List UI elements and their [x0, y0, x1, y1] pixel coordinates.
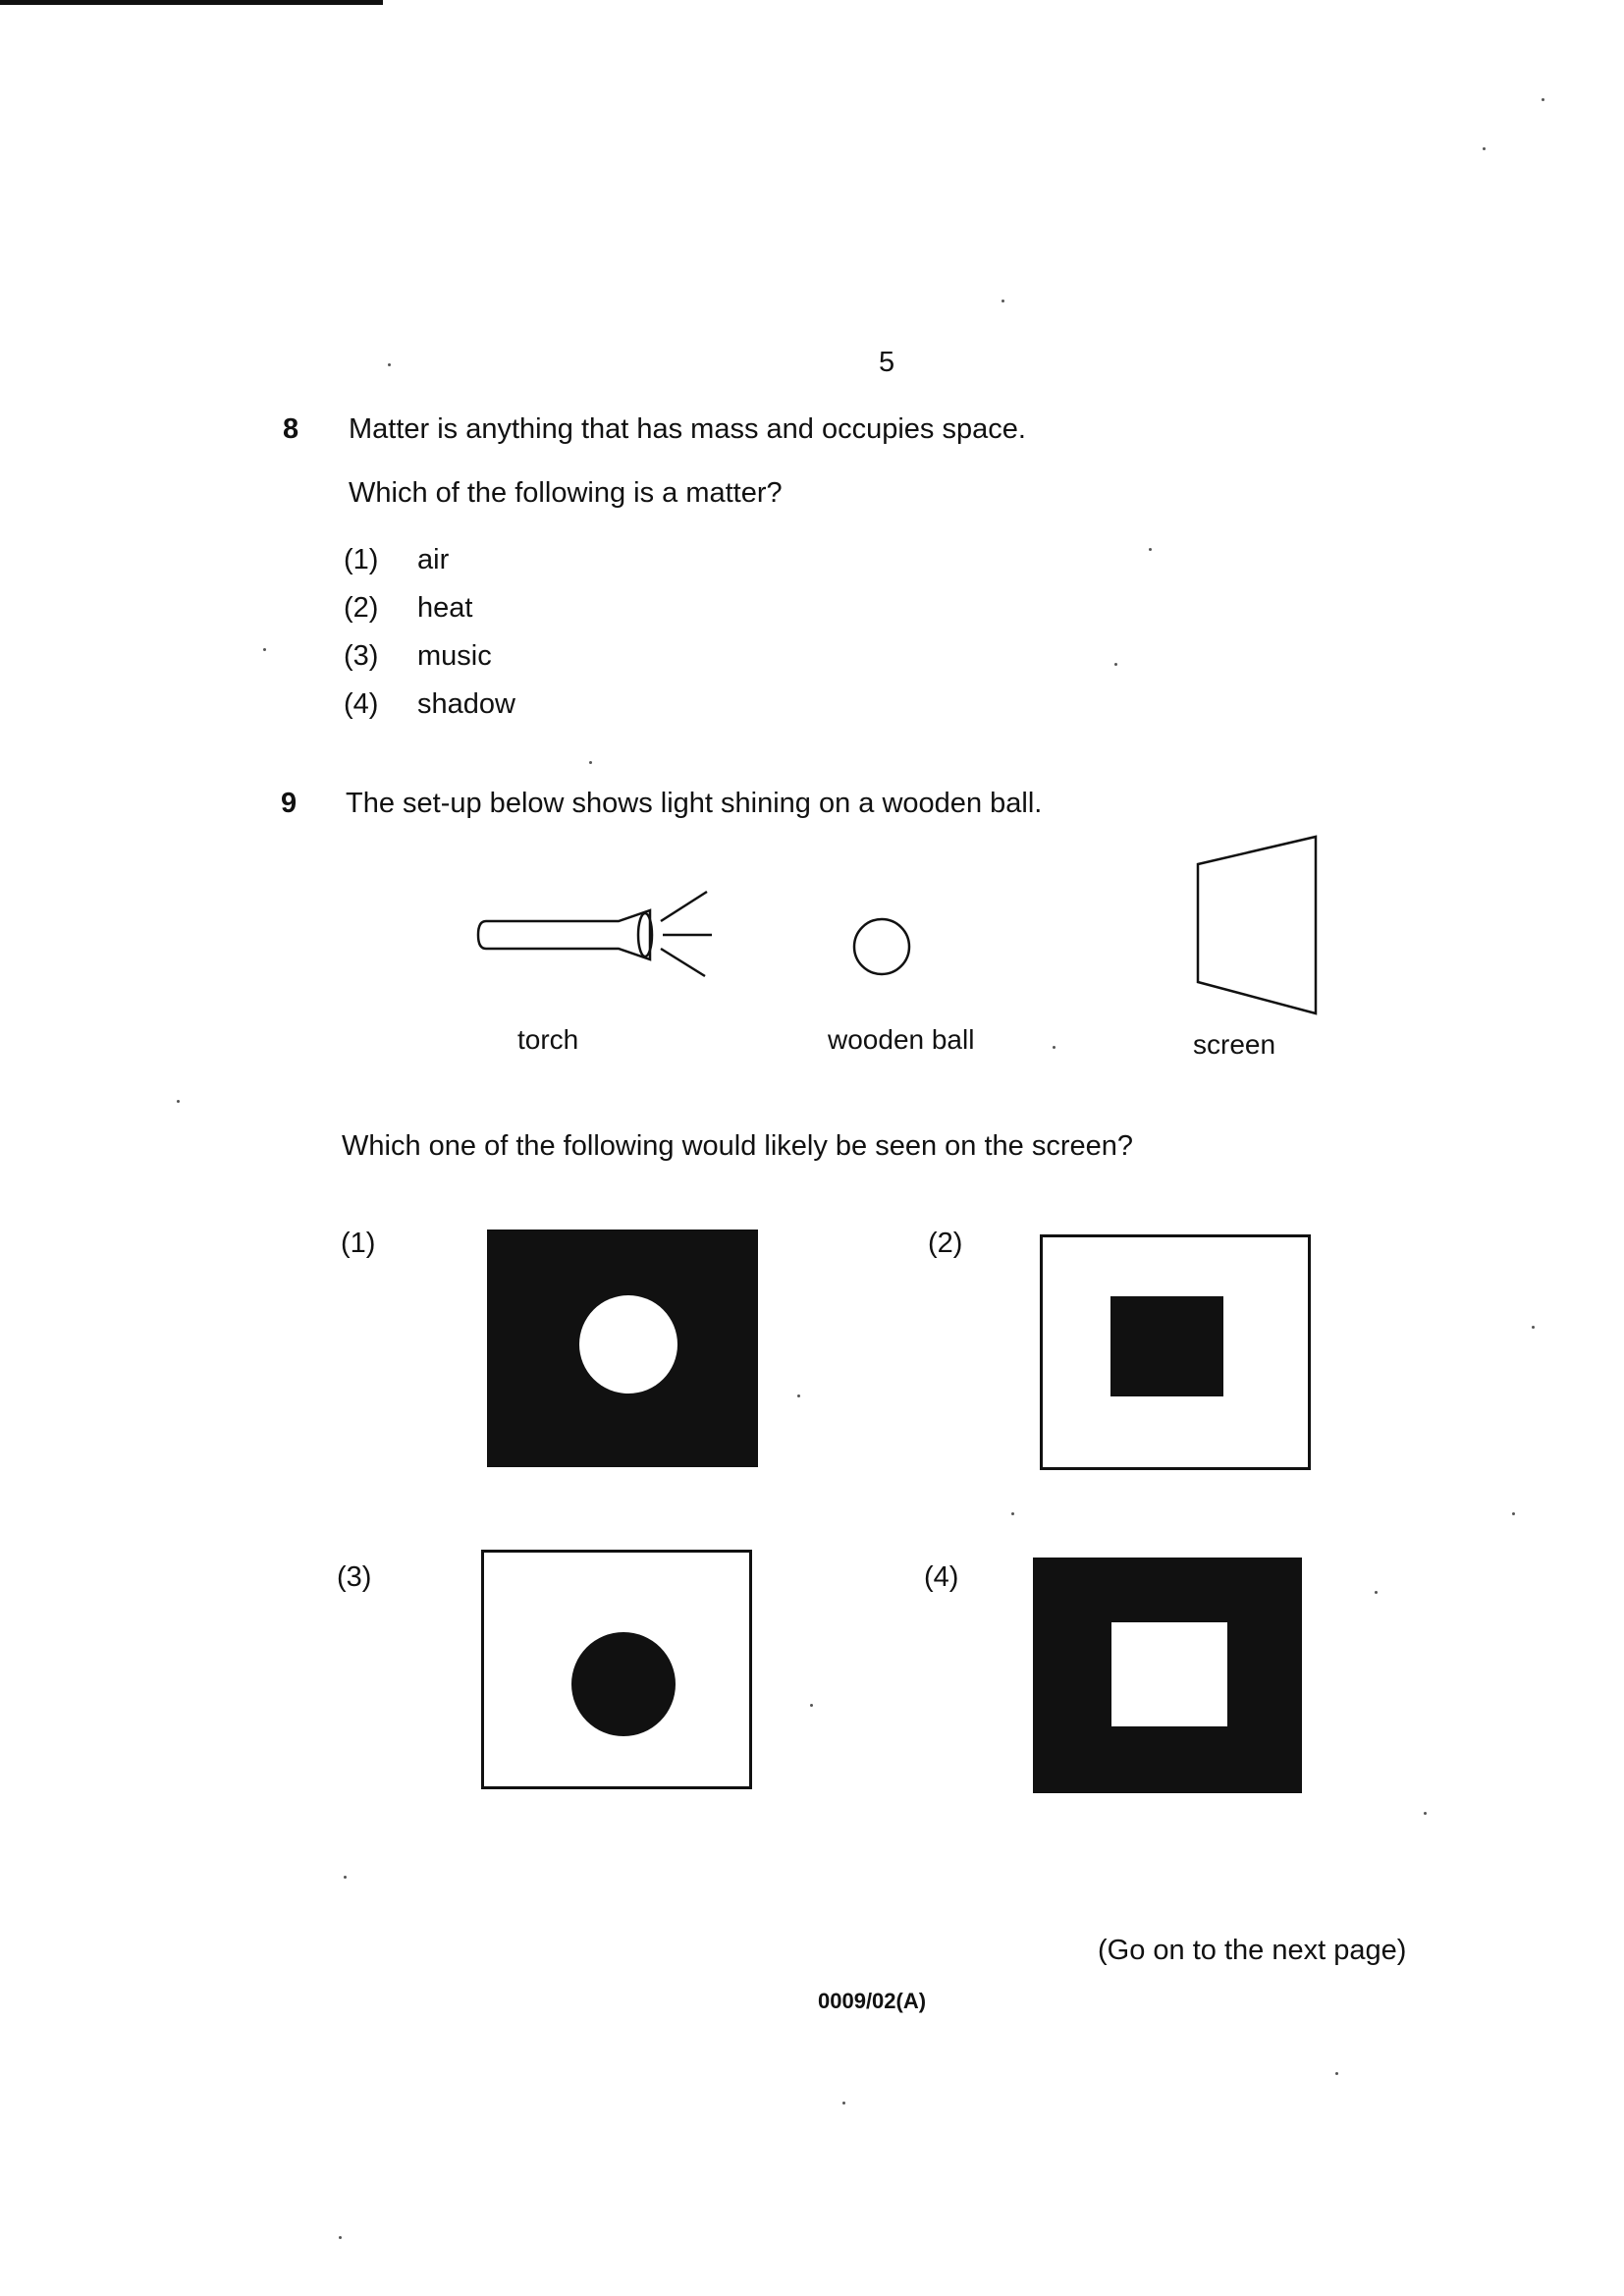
speckle: [1542, 98, 1544, 101]
option-3-picture: [481, 1550, 752, 1789]
speckle: [344, 1876, 347, 1879]
setup-diagram: [461, 825, 1326, 1021]
q9-question: Which one of the following would likely be seen on the screen?: [342, 1130, 1134, 1162]
option-text: shadow: [417, 688, 515, 720]
speckle: [339, 2236, 342, 2239]
paper-code: 0009/02(A): [818, 1989, 927, 2013]
q9-statement: The set-up below shows light shining on a wooden ball.: [346, 788, 1043, 819]
option-number: (1): [341, 1228, 376, 1259]
speckle: [842, 2102, 845, 2105]
q9-number: 9: [281, 788, 298, 819]
speckle: [388, 363, 391, 366]
next-page-note: (Go on to the next page): [1098, 1935, 1407, 1966]
speckle: [810, 1704, 813, 1707]
option-number: (2): [928, 1228, 963, 1259]
speckle: [1011, 1512, 1014, 1515]
option-number: (4): [344, 688, 379, 720]
speckle: [1335, 2072, 1338, 2075]
option-number: (2): [344, 592, 379, 624]
option-number: (4): [924, 1561, 959, 1593]
page-number: 5: [879, 347, 895, 378]
torch-label: torch: [517, 1024, 579, 1055]
option-number: (3): [337, 1561, 372, 1593]
q8-question: Which of the following is a matter?: [349, 477, 783, 509]
speckle: [797, 1394, 800, 1397]
screen-drawing: [1198, 837, 1316, 1013]
speckle: [1001, 300, 1004, 302]
speckle: [1053, 1046, 1056, 1049]
option-number: (3): [344, 640, 379, 672]
option-text: air: [417, 544, 450, 575]
speckle: [1375, 1591, 1378, 1594]
top-rule: [0, 0, 383, 5]
option-number: (1): [344, 544, 379, 575]
option-text: heat: [417, 592, 473, 624]
option-2-picture: [1040, 1234, 1311, 1470]
option-1-picture: [487, 1230, 758, 1467]
option-4-picture: [1033, 1558, 1302, 1793]
screen-label: screen: [1193, 1029, 1276, 1060]
torch-drawing: [478, 892, 712, 976]
speckle: [1483, 147, 1486, 150]
speckle: [263, 648, 266, 651]
speckle: [1424, 1812, 1427, 1815]
option-text: music: [417, 640, 492, 672]
speckle: [1149, 548, 1152, 551]
wooden-ball-drawing: [854, 919, 909, 974]
speckle: [589, 761, 592, 764]
q8-number: 8: [283, 413, 299, 445]
speckle: [1532, 1326, 1535, 1329]
speckle: [177, 1100, 180, 1103]
speckle: [1512, 1512, 1515, 1515]
speckle: [1114, 663, 1117, 666]
q8-statement: Matter is anything that has mass and occupies space.: [349, 413, 1026, 445]
wooden-ball-label: wooden ball: [828, 1024, 975, 1055]
